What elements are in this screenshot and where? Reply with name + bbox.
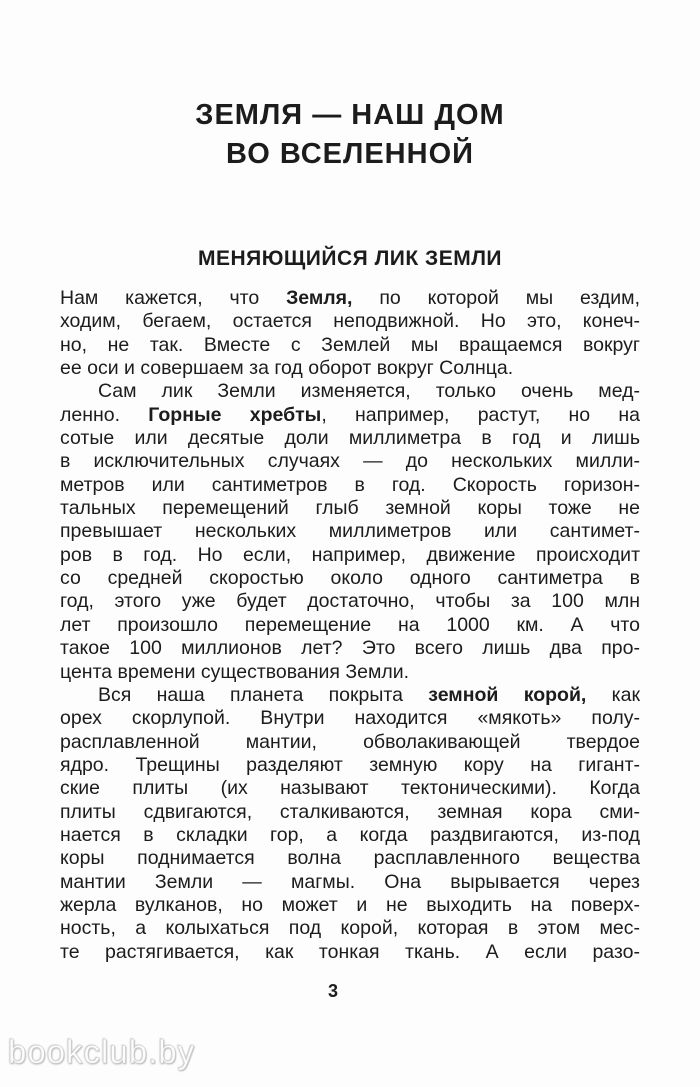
page-number: 3	[327, 981, 338, 1001]
text-line: сотые или десятые доли миллиметра в год и лишь	[60, 427, 640, 450]
section-title: МЕНЯЮЩИЙСЯ ЛИК ЗЕМЛИ	[197, 247, 503, 270]
text-line: цента времени существования Земли.	[60, 660, 410, 683]
text-line: расплавленной мантии, обволакивающей твердое	[60, 730, 640, 753]
text-line: плиты сдвигаются, сталкиваются, земная кора сми-	[60, 800, 640, 823]
text-line: ее оси и совершаем за год оборот вокруг Солнца.	[60, 357, 514, 380]
text-line: метров или сантиметров в год. Скорость горизон-	[60, 473, 640, 496]
text-line: нается в складки гор, а когда раздвигаются, из-под	[60, 823, 640, 846]
watermark: bookclub.by	[8, 1033, 196, 1070]
text-line: Вся наша планета покрыта земной корой, как	[98, 683, 640, 706]
body-text	[60, 287, 640, 964]
text-line: год, этого уже будет достаточно, чтобы за 100 млн	[60, 590, 640, 613]
text-line: лет произошло перемещение на 1000 км. А что	[60, 613, 640, 636]
text-line: такое 100 миллионов лет? Это всего лишь два про-	[60, 637, 640, 660]
text-line: но, не так. Вместе с Землей мы вращаемся вокруг	[60, 333, 640, 356]
text-line: превышает нескольких миллиметров или сантимет-	[60, 520, 640, 543]
text-line: ядро. Трещины разделяют земную кору на гигант-	[60, 753, 640, 776]
text-line: Сам лик Земли изменяется, только очень мед-	[98, 380, 640, 403]
text-line: жерла вулканов, но может и не выходить на поверх-	[60, 893, 640, 916]
chapter-title-line-1: ЗЕМЛЯ — НАШ ДОМ	[195, 99, 505, 131]
text-line: Нам кажется, что Земля, по которой мы ездим,	[60, 287, 640, 309]
text-line: ров в год. Но если, например, движение происходит	[60, 543, 640, 566]
text-line: мантии Земли — магмы. Она вырывается через	[60, 870, 640, 893]
text-line: ность, а колыхаться под корой, которая в этом мес-	[60, 917, 640, 940]
text-line: тальных перемещений глыб земной коры тоже не	[60, 497, 640, 520]
text-line: орех скорлупой. Внутри находится «мякоть» полу-	[60, 707, 640, 730]
text-line: те растягивается, как тонкая ткань. А если разо-	[60, 940, 640, 963]
text-line: коры поднимается волна расплавленного вещества	[60, 847, 640, 870]
text-line: со средней скоростью около одного сантиметра в	[60, 567, 640, 590]
text-line: ходим, бегаем, остается неподвижной. Но это, конеч-	[60, 310, 640, 333]
text-line: ленно. Горные хребты, например, растут, но на	[60, 403, 640, 426]
text-line: ские плиты (их называют тектоническими). Когда	[60, 777, 640, 800]
text-line: в исключительных случаях — до нескольких милли-	[60, 450, 640, 473]
chapter-title-line-2: ВО ВСЕЛЕННОЙ	[226, 138, 474, 170]
chapter-title	[0, 96, 700, 174]
